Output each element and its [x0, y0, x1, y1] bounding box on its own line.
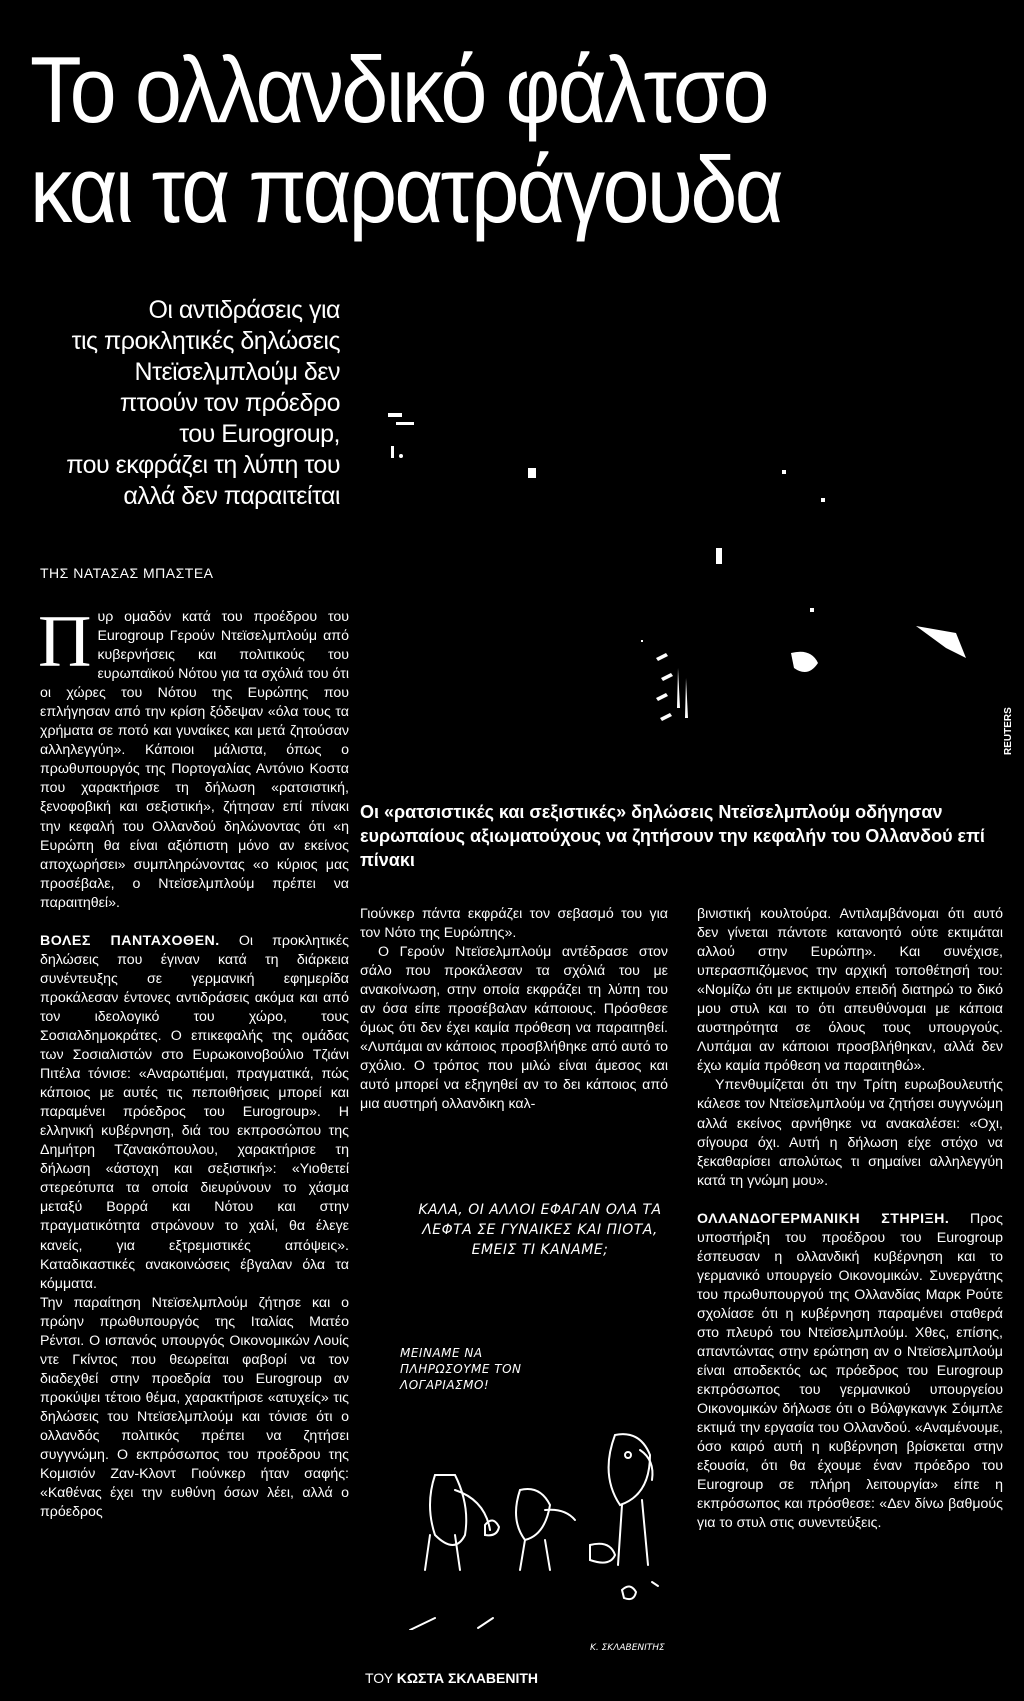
article-column-1: [38, 601, 349, 1522]
deck-line: πτοούν τον πρόεδρο: [119, 389, 340, 417]
paragraph-text: Οι προκλητικές δηλώσεις που έγιναν κατά τη διάρκεια συνέντευξης σε γερμανική εφημερίδα προκάλεσαν έντονες αντιδράσεις ακόμα και από τον ιδεολογικό του χώρο, τους Σοσιαλδημοκράτες. Ο επικεφαλής της ομάδας των Σοσιαλιστών στο Ευρωκοινοβούλιο Τζιάνι Πιτέλα τόνισε: «Αναρωτιέμαι, πραγματικά, πώς κάποιος με αυτές τις πεποιθήσεις μπορεί και παραμένει πρόεδρος του Eurogroup». Η ελληνική κυβέρνηση, διά του εκπροσώπου της Δημήτρη Τζανακόπουλου, χαρακτήρισε τη δήλωση «άστοχη και σεξιστική»: «Υιοθετεί στερεότυπα τα οποία διευρύνουν το χάσμα μεταξύ Βορρά και Νότου και στην πραγματικότητα στρώνουν το χαλί, θα έλεγε κανείς, για εξτρεμιστικές απόψεις». Καταδικαστικές ανακοινώσεις έβγαλαν όλα τα κόμματα.: [40, 932, 349, 1292]
deck-line: τις προκλητικές δηλώσεις: [71, 327, 340, 355]
cartoon-byline: [365, 1670, 538, 1686]
deck-line: Οι αντιδράσεις για: [148, 296, 340, 324]
cartoon-speech-2: ΜΕΙΝΑΜΕ ΝΑ ΠΛΗΡΩΣΟΥΜΕ ΤΟΝ ΛΟΓΑΡΙΑΣΜΟ!: [400, 1346, 522, 1392]
paragraph: Ο Γερούν Ντεϊσελμπλούμ αντέδρασε στον σάλο που προκάλεσαν τα σχόλιά του με ανακοίνωση, στην οποία εκφράζει τη λύπη του αν όσα είπε προσέβαλαν κάποιους. Πρόσθεσε όμως ότι δεν έχει καμία πρόθεση να παραιτηθεί. «Λυπάμαι αν κάποιος προσβλήθηκε από αυτό το σχόλιο. Ο τρόπος που μιλώ είναι άμεσος και αυτό μπορεί να εξηγηθεί αν το δει κάποιος από μια αυστηρή ολλανδικη καλ-: [360, 944, 668, 1113]
photo-caption: Οι «ρατσιστικές και σεξιστικές» δηλώσεις Ντεϊσελμπλούμ οδήγησαν ευρωπαίους αξιωματούχους να ζητήσουν την κεφαλήν του Ολλανδού επί πίνακι: [360, 802, 985, 870]
byline: ΤΗΣ ΝΑΤΑΣΑΣ ΜΠΑΣΤΕΑ: [40, 565, 214, 581]
paragraph: [697, 1210, 1003, 1534]
cartoon-speech-1: ΚΑΛΑ, ΟΙ ΑΛΛΟΙ ΕΦΑΓΑΝ ΟΛΑ ΤΑ ΛΕΦΤΑ ΣΕ ΓΥΝΑΙΚΕΣ ΚΑΙ ΠΙΟΤΑ, ΕΜΕΙΣ ΤΙ ΚΑΝΑΜΕ;: [418, 1202, 662, 1258]
headline-line-2: και τα παρατράγουδα: [30, 137, 782, 242]
cartoon-byline-prefix: ΤΟΥ: [365, 1670, 397, 1686]
paragraph-text: υρ ομαδόν κατά του προέδρου του Eurogroup Γερούν Ντεϊσελμπλούμ από κυβερνήσεις και πολιτικούς του ευρωπαϊκού Νότου για τα σχόλιά του ότι οι χώρες του Νότου της Ευρώπης που επλήγησαν από την κρίση ξόδεψαν «όλα τους τα χρήματα σε ποτό και γυναίκες και μετά ζητούσαν αλληλεγγύη». Κάποιοι μάλιστα, όπως ο πρωθυπουργός της Πορτογαλίας Αντόνιο Κοστα που χαρακτήρισε τη δήλωση «ρατσιστική, ξενοφοβική και σεξιστική», ζήτησαν επί πίνακι την κεφαλή του Ολλανδού δηλώνοντας ότι «η Ευρώπη θα είναι αξιόπιστη μόνο αν εκείνος αποχωρήσει» συμπληρώνοντας «ο κύριος μας προσέβαλε, ο Ντεϊσελμπλούμ πρέπει να παραιτηθεί».: [40, 609, 349, 911]
paragraph: Υπενθυμίζεται ότι την Τρίτη ευρωβουλευτής κάλεσε τον Ντεϊσελμπλούμ να ζητήσει συγγνώμη αλλά εκείνος αρνήθηκε να ανακαλέσει: «Οχι, σίγουρα όχι. Αυτή η δήλωση είχε στόχο να ξεκαθαρίσει απολύτως τι σημαίνει αλληλεγγύη κατά τη γνώμη μου».: [697, 1077, 1003, 1189]
deck-line: που εκφράζει τη λύπη του: [66, 451, 340, 479]
paragraph: [40, 932, 349, 1294]
section-subhead: ΒΟΛΕΣ ΠΑΝΤΑΧΟΘΕΝ.: [40, 932, 220, 949]
deck: [60, 295, 340, 512]
paragraph: Την παραίτηση Ντεϊσελμπλούμ ζήτησε και ο πρώην πρωθυπουργός της Ιταλίας Ματέο Ρέντσι. Ο ισπανός υπουργός Οικονομικών Λουίς ντε Γκίντος που θεωρείται φαβορί να τον διαδεχθεί στην προεδρία του Eurogroup αν προκύψει τέτοιο θέμα, χαρακτήρισε «ατυχείς» τις δηλώσεις του Ντεϊσελμπλούμ και τόνισε ότι ο ολλανδός πολιτικός πρέπει να ζητήσει συγγνώμη. Ο εκπρόσωπος του προέδρου της Κομισιόν Ζαν-Κλοντ Γιούνκερ ήταν σαφής: «Καθένας έχει την ευθύνη όσων λέει, αλλά ο πρόεδρος: [40, 1294, 349, 1521]
article-column-2: [360, 905, 668, 1115]
deck-line: αλλά δεν παραιτείται: [123, 482, 340, 510]
cartoonist-name: ΚΩΣΤΑ ΣΚΛΑΒΕΝΙΤΗ: [396, 1670, 539, 1686]
deck-line: Ντεϊσελμπλούμ δεν: [134, 358, 340, 386]
drop-cap: Π: [38, 601, 92, 683]
paragraph: βινιστική κουλτούρα. Αντιλαμβάνομαι ότι αυτό δεν γίνεται πάντοτε κατανοητό ούτε εκτιμάται αλλού στην Ευρώπη». Και συνέχισε, υπερασπιζόμενος την αρχική τοποθέτησή του: «Νομίζω ότι με εκτιμούν επειδή διατηρώ το δικό μου στυλ και το ότι απευθύνομαι με κάποια αυστηρότητα σε όλους τους υπουργούς. Λυπάμαι αν κάποιοι προσβλήθηκαν, αλλά δεν έχω καμία πρόθεση να παραιτηθώ».: [697, 906, 1003, 1075]
deck-line: του Eurogroup,: [179, 420, 340, 448]
photo: [356, 318, 1018, 778]
lead-paragraph: [38, 601, 349, 913]
section-subhead: ΟΛΛΑΝΔΟΓΕΡΜΑΝΙΚΗ ΣΤΗΡΙΞΗ.: [697, 1210, 950, 1227]
article-column-3: [697, 905, 1003, 1534]
paragraph: Γιούνκερ πάντα εκφράζει τον σεβασμό του για τον Νότο της Ευρώπης».: [360, 906, 668, 942]
cartoonist-signature: Κ. ΣΚΛΑΒΕΝΙΤΗΣ: [590, 1643, 665, 1653]
headline: [30, 37, 921, 242]
headline-line-1: Το ολλανδικό φάλτσο: [30, 37, 767, 142]
photo-credit: REUTERS: [1003, 707, 1014, 755]
paragraph-text: Προς υποστήριξη του προέδρου του Eurogroup έσπευσαν η ολλανδική κυβέρνηση και το γερμανικό υπουργείο Οικονομικών. Συνεργάτης του πρωθυπουργού της Ολλανδίας Μαρκ Ρούτε σχολίασε ότι η κυβέρνηση παραμένει σταθερά στο πλευρό του Ντεϊσελμπλούμ. Χθες, επίσης, απαντώντας στην ερώτηση αν ο Ντεϊσελμπλούμ είναι αποδεκτός ως πρόεδρος του Eurogroup εκπρόσωπος του γερμανικού υπουργείου Οικονομικών δήλωσε ότι ο Βόλφγκανγκ Σόιμπλε εκτιμά την εργασία του Ολλανδού. «Αναμένουμε, όσο καιρό αυτή η κυβέρνηση βρίσκεται στην εξουσία, ότι θα έχουμε έναν πρόεδρο του Eurogroup σε πλήρη λειτουργία» είπε η εκπρόσωπος και πρόσθεσε: «Δεν δίνω βαθμούς για το στυλ στις συνεντεύξεις.: [697, 1210, 1003, 1532]
